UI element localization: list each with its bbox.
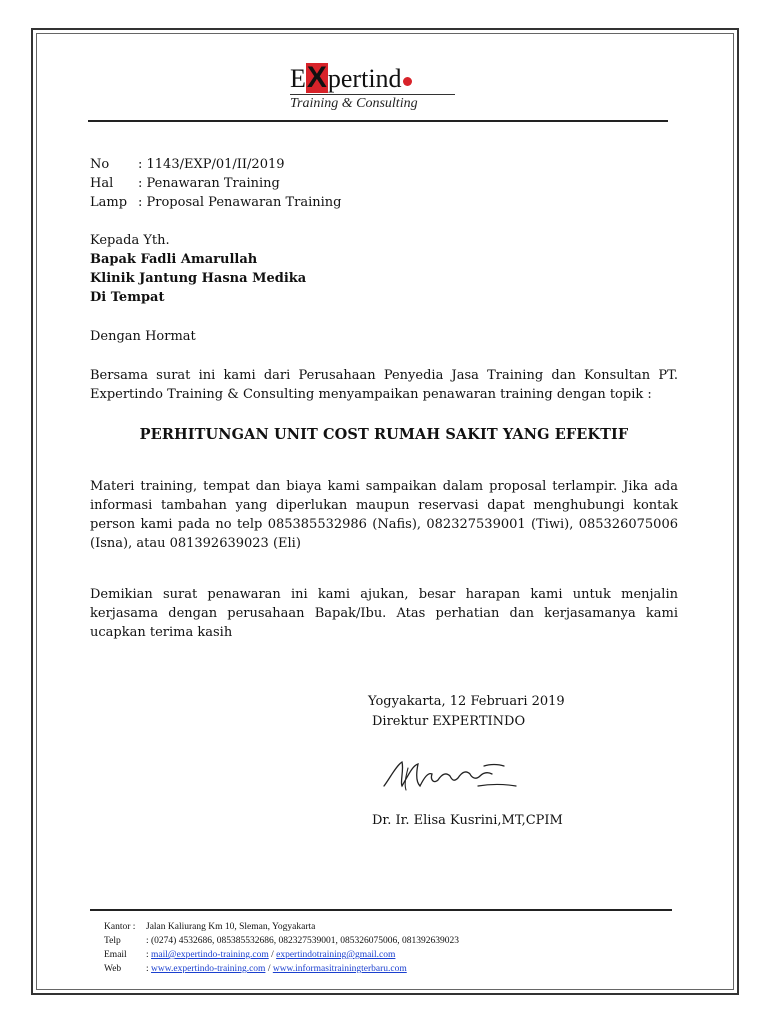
signature-place-date: Yogyakarta, 12 Februari 2019 xyxy=(368,694,565,709)
logo-tagline: Training & Consulting xyxy=(290,96,418,111)
footer-office-label: Kantor : xyxy=(104,922,136,932)
handwritten-signature xyxy=(380,756,530,796)
letter-number-label: No xyxy=(90,157,110,172)
footer-email xyxy=(104,948,395,962)
logo-underline xyxy=(290,94,455,95)
closing-paragraph: Demikian surat penawaran ini kami ajukan, besar harapan kami untuk menjalin kerjasama dengan perusahaan Bapak/Ibu. Atas perhatian dan kerjasamanya kami ucapkan terima kasih xyxy=(90,587,678,640)
logo-wordmark xyxy=(290,63,412,94)
letter-attachment-label: Lamp xyxy=(90,195,128,210)
footer-web-separator: : xyxy=(146,964,149,974)
intro-paragraph: Bersama surat ini kami dari Perusahaan Penyedia Jasa Training dan Konsultan PT. Expertindo Training & Consulting menyampaikan penawaran training dengan topik : xyxy=(90,368,678,402)
footer-phone-value: : (0274) 4532686, 085385532686, 082327539001, 085326075006, 081392639023 xyxy=(146,936,459,946)
letter-subject-label: Hal xyxy=(90,176,114,191)
footer-phone xyxy=(104,934,459,948)
recipient-greeting: Kepada Yth. xyxy=(90,233,170,248)
footer-web xyxy=(104,962,407,976)
letter-number-value: : 1143/EXP/01/II/2019 xyxy=(138,157,285,172)
email-link-secondary[interactable]: expertindotraining@gmail.com xyxy=(276,950,396,960)
footer-phone-label: Telp xyxy=(104,936,121,946)
email-link-primary[interactable]: mail@expertindo-training.com xyxy=(151,950,269,960)
letter-attachment xyxy=(90,194,342,212)
footer-office xyxy=(104,920,315,934)
recipient-place: Di Tempat xyxy=(90,290,165,305)
signatory-name: Dr. Ir. Elisa Kusrini,MT,CPIM xyxy=(372,813,563,828)
footer-email-label: Email xyxy=(104,950,127,960)
footer-divider xyxy=(90,909,672,911)
footer-email-slash: / xyxy=(268,950,277,960)
letter-attachment-value: : Proposal Penawaran Training xyxy=(138,195,342,210)
footer-office-value: Jalan Kaliurang Km 10, Sleman, Yogyakarta xyxy=(146,922,316,932)
logo-letters-rest: pertind xyxy=(327,64,402,93)
signature-position: Direktur EXPERTINDO xyxy=(372,714,526,729)
header-divider xyxy=(88,120,668,122)
training-topic-title: PERHITUNGAN UNIT COST RUMAH SAKIT YANG EFEKTIF xyxy=(139,426,629,443)
salutation: Dengan Hormat xyxy=(90,329,196,344)
recipient-organization: Klinik Jantung Hasna Medika xyxy=(90,271,307,286)
footer-web-slash: / xyxy=(265,964,273,974)
body-paragraph: Materi training, tempat dan biaya kami sampaikan dalam proposal terlampir. Jika ada informasi tambahan yang diperlukan maupun reservasi dapat menghubungi kontak person kami pada no telp 085385532986 (Nafis), 082327539001 (Tiwi), 085326075006 (Isna), atau 081392639023 (Eli) xyxy=(90,479,678,551)
footer-web-label: Web xyxy=(104,964,122,974)
letter-number xyxy=(90,156,285,174)
footer-email-separator: : xyxy=(146,950,149,960)
letter-subject xyxy=(90,175,280,193)
logo-dot-icon xyxy=(403,77,412,86)
logo-letter-e: E xyxy=(290,64,306,93)
website-link-primary[interactable]: www.expertindo-training.com xyxy=(151,964,266,974)
website-link-secondary[interactable]: www.informasitrainingterbaru.com xyxy=(272,964,407,974)
letter-subject-value: : Penawaran Training xyxy=(138,176,280,191)
logo-letter-x: X xyxy=(306,61,327,94)
company-logo xyxy=(290,63,460,121)
recipient-name: Bapak Fadli Amarullah xyxy=(90,252,258,267)
